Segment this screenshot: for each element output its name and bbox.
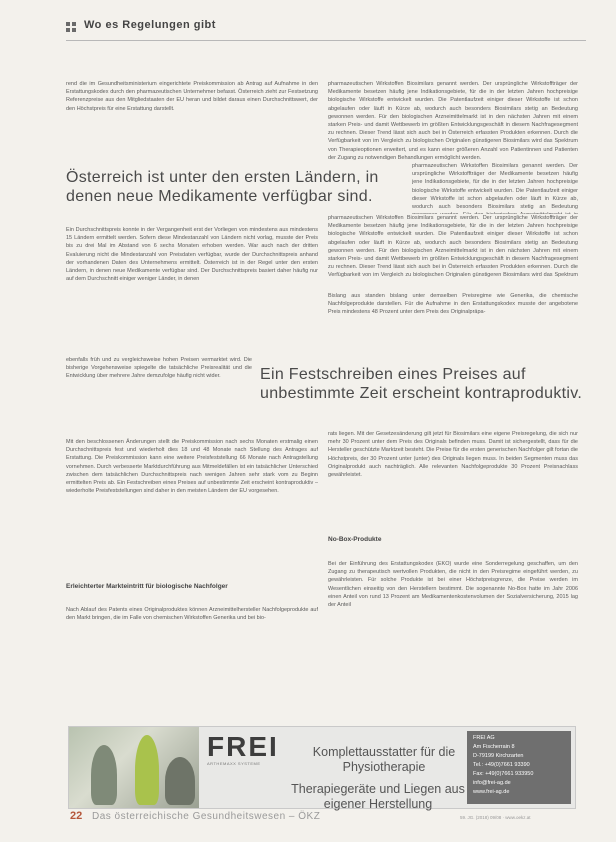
ad-photo	[69, 727, 199, 808]
paragraph: Bei der Einführung des Erstattungskodex (EKO) wurde eine Sonderregelung geschaffen, um den Zugang zu therapeutisch wertvollen Produkten, die nicht in den Preisregime eingeführt werden, zu gewährleisten. Für solche Produkte ist bei einer Höchstpreisgrenze, die Preise werden im Wesentlichen einseitig von den Herstellern bestimmt. Die sogenannte No-Box hatte im Jahr 2006 einen Anteil von rund 13 Prozent am Medikamentenkostenvolumen der Sozialversicherung, 2015 lag der Anteil	[328, 561, 578, 609]
paragraph: rats liegen. Mit der Gesetzesänderung gilt jetzt für Biosimilars eine eigene Preisregelung, die sich nur mehr 30 Prozent unter dem Preis des Originals befinden muss. Damit ist sichergestellt, dass für die Hersteller geschützte Marktzeit besteht. Die Preise für die ersten generischen Nachfolger gilt fortan die Höchstpreis, der 30 Prozent unter (unter) des Originals liegen muss. In beiden Segmenten muss das Originalprodukt auch nachträglich. Alle relevanten Nachfolgeprodukte 30 Prozent Preisnachlass gewährleistet.	[328, 431, 578, 479]
left-column-lower	[66, 438, 318, 568]
paragraph: Bislang aus standen bislang unter demselben Preisregime wie Generika, die chemische Nachfolgeprodukte darstellen. Für die Aufnahme in den Erstattungskodex musste der angebotene Preis mindestens 48 Prozent unter dem Preis des Originalpräpa-	[328, 293, 578, 316]
paragraph: pharmazeutischen Wirkstoffen Biosimilars genannt werden. Der ursprüngliche Wirkstoffträger der Medikamente besetzen häufig jene Indikationsgebiete, für die in der letzten Jahren hochpreisige biologische Wirkstoffe entwickelt wurden. Die Patentlaufzeit einiger dieser Wirkstoffe ist schon abgelaufen oder läuft in Kürze ab, wodurch auch besonders Biosimilars stetig an Bedeutung gewonnen werden. Für den biologischen Arzneimittelmarkt ist in den nächsten Jahren mit einem starken Preis- und damit Wettbewerb im größten Entwicklungsgeschäft in diesem Nachfragesegment zu rechnen. Dieser Trend lässt sich auch bei in Österreich erfassten Produkten erkennen. Durch die Verfügbarkeit von im Vergleich zu biologischen Originalen günstigeren Biosimilars wird das Spektrum	[328, 215, 578, 279]
contact-line: FREI AG	[473, 735, 495, 741]
footer-issue: 59. JG. (2018) 09/08 · www.oekz.at	[460, 815, 531, 820]
subheading-biosimilars: Erleichterter Markteintritt für biologische Nachfolger	[66, 583, 228, 590]
left-column-bottom	[66, 606, 318, 634]
page-number: 22	[70, 810, 83, 822]
ad-tagline: ARTHEMAXX SYSTEME	[207, 761, 261, 766]
pullquote-1: Österreich ist unter den ersten Ländern, in denen neue Medikamente verfügbar sind.	[66, 169, 379, 205]
ad-brand: FREI	[207, 731, 279, 762]
contact-line: www.frei-ag.de	[473, 789, 510, 795]
left-column-mid	[66, 226, 318, 344]
right-column-top-narrow	[412, 162, 578, 214]
paragraph: Nach Ablauf des Patents eines Originalproduktes können Arzneimittelhersteller Nachfolgeprodukte auf den Markt bringen, die im Falle von chemischen Wirkstoffen Generika und bei bio-	[66, 607, 318, 622]
ad-contact-box	[467, 731, 571, 804]
left-column-top	[66, 80, 318, 119]
ad-headline-1: Komplettausstatter für die Physiotherapie	[312, 745, 456, 774]
subheading-nobox: No-Box-Produkte	[328, 536, 382, 543]
paragraph: rend die im Gesundheitsministerium eingerichtete Preiskommission ab Antrag auf Aufnahme in den Erstattungskodex durch den pharmazeutischen Unternehmer befasst. Österreich zieht zur Festsetzung Referenzpreise aus den Mitgliedstaaten der EU heran und bildet daraus einen Durchschnittswert, der den Höchstpreis für eine Erstattung darstellt.	[66, 81, 318, 112]
right-column-mid	[328, 292, 578, 342]
paragraph: Mit den beschlossenen Änderungen stellt die Preiskommission nach sechs Monaten erstmalig einen Durchschnittspreis fest und wiederholt dies 18 und 48 Monate nach Stellung des Antrages auf Erstattung. Die Preiskommission kann eine weitere Preisfeststellung 66 Monate nach Antragstellung vornehmen. Durch verbesserte Marktdurchführung aus Mitmeldefällen ist ein tatsächlicher Unterschied zwischen dem tatsächlichen Durchschnittspreis nach wenigen Jahren sehr stark vom zu Beginn ermittelten Preis ab. Ein Festschreiben eines Preises auf unbestimmte Zeit erscheint kontraproduktiv – wiederholte Preisfeststellungen sind daher in den meisten Ländern der EU vorgesehen.	[66, 439, 318, 495]
paragraph: pharmazeutischen Wirkstoffen Biosimilars genannt werden. Der ursprüngliche Wirkstoffträger der Medikamente besetzen häufig jene Indikationsgebiete, für die in der letzten Jahren hochpreisige biologische Wirkstoffe entwickelt wurden. Die Patentlaufzeit einiger dieser Wirkstoffe ist schon abgelaufen oder läuft in Kürze ab, wodurch auch besonders Biosimilars stetig an Bedeutung	[412, 163, 578, 211]
contact-line: Tel.: +49(0)7661 93390	[473, 762, 530, 768]
right-column-bottom	[328, 560, 578, 634]
footer-title: Das österreichische Gesundheitswesen – ÖKZ	[92, 811, 321, 822]
contact-line: info@frei-ag.de	[473, 780, 511, 786]
right-column-upper	[328, 214, 578, 280]
right-column-top	[328, 80, 578, 160]
ad-logo	[207, 733, 299, 765]
right-column-lower	[328, 430, 578, 508]
header-divider	[66, 40, 586, 41]
left-column-mid-narrow	[66, 356, 252, 426]
advertisement[interactable]	[68, 726, 576, 809]
contact-line: D-79199 Kirchzarten	[473, 753, 524, 759]
ad-headline-2: Therapiegeräte und Liegen aus eigener Herstellung	[291, 782, 465, 811]
section-grid-icon	[66, 22, 76, 32]
pullquote-2: Ein Festschreiben eines Preises auf unbestimmte Zeit erscheint kontraproduktiv.	[260, 366, 583, 402]
paragraph: ebenfalls früh und zu vergleichsweise hohen Preisen vermarktet wird. Die bisherige Vorgehensweise spiegelte die tatsächliche Preisrealität und die Entwicklung über mehrere Jahre demzufolge häufig nicht wider.	[66, 357, 252, 380]
section-title: Wo es Regelungen gibt	[84, 19, 216, 31]
contact-line: Fax: +49(0)7661 933950	[473, 771, 534, 777]
paragraph: pharmazeutischen Wirkstoffen Biosimilars genannt werden. Der ursprüngliche Wirkstoffträger der Medikamente besetzen häufig jene Indikationsgebiete, für die in der letzten Jahren hochpreisige biologische Wirkstoffe entwickelt wurden. Die Patentlaufzeit einiger dieser Wirkstoffe ist schon abgelaufen oder läuft in Kürze ab, wodurch auch besonders Biosimilars stetig an Bedeutung gewonnen werden. Für den biologischen Arzneimittelmarkt ist in den nächsten Jahren mit einem starken Preis- und damit Wettbewerb im größten Entwicklungsgeschäft in diesem Nachfragesegment zu rechnen. Dieser Trend lässt sich auch bei in Österreich erfassten Produkten erkennen. Durch die Verfügbarkeit von im Vergleich zu biologischen Originalen günstigeren Biosimilars wird das Spektrum von Therapieoptionen erweitert, und es kann einer größeren Anzahl von Patientinnen und Patienten der Zugang zu notwendigen Behandlungen ermöglicht werden.	[328, 81, 578, 160]
contact-line: Am Fischerrain 8	[473, 744, 515, 750]
paragraph: Ein Durchschnittspreis konnte in der Vergangenheit erst der Vorliegen von mindestens aus mindestens 15 Ländern ermittelt werden. Sofern diese Mindestanzahl von Ländern nicht vorlag, musste der Preis bis zu drei Mal im Abstand von 6 sechs Monaten erhoben werden. War auch nach der dritten Evaluierung nicht die Mindestanzahl von Preisdaten verfügbar, wurde der Durchschnittspreis anhand der vorhandenen Daten des Unternehmens ermittelt. Österreich ist in der Regel unter den ersten Ländern, in denen neue Medikamente verfügbar sind. Der Durchschnittspreis basiert daher häufig nur auf dem Durchschnitt einiger weniger Länder, in denen	[66, 227, 318, 283]
